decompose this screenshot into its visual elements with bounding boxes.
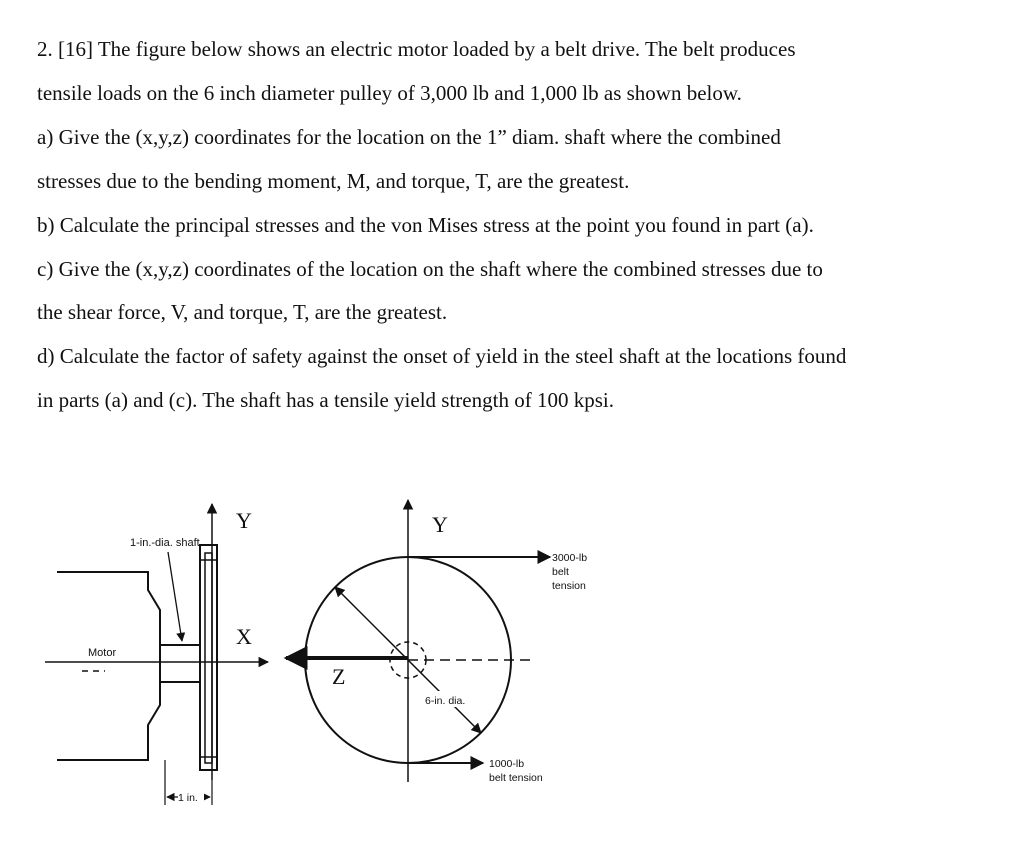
part-d-line-1: d) Calculate the factor of safety against the onset of yield in the steel shaft at the locations found — [37, 344, 847, 369]
shaft-leader — [168, 552, 182, 641]
part-a-line-2: stresses due to the bending moment, M, and torque, T, are the greatest. — [37, 168, 630, 193]
top-tension-label-3: tension — [552, 580, 586, 592]
motor-housing — [57, 572, 160, 760]
front-y-axis-label: Y — [432, 512, 448, 537]
x-axis-label: X — [236, 624, 252, 649]
side-view — [45, 504, 268, 805]
side-y-axis-label: Y — [236, 508, 252, 533]
part-b: b) Calculate the principal stresses and the von Mises stress at the point you found in part (a). — [37, 212, 814, 237]
motor-label: Motor — [88, 647, 117, 659]
pulley-side-outer — [200, 545, 217, 770]
part-c-line-1: c) Give the (x,y,z) coordinates of the location on the shaft where the combined stresses due to — [37, 256, 823, 281]
problem-line-1: 2. [16] The figure below shows an electric motor loaded by a belt drive. The belt produces — [37, 37, 796, 61]
problem-line-2: tensile loads on the 6 inch diameter pulley of 3,000 lb and 1,000 lb as shown below. — [37, 80, 742, 105]
motor-belt-drive-figure — [0, 480, 1024, 845]
pulley-side-inner — [205, 553, 212, 763]
top-tension-label-2: belt — [552, 566, 569, 578]
shaft-label: 1-in.-dia. shaft — [130, 537, 200, 549]
part-a-line-1: a) Give the (x,y,z) coordinates for the location on the 1” diam. shaft where the combined — [37, 124, 781, 149]
front-view — [286, 500, 550, 782]
part-d-line-2: in parts (a) and (c). The shaft has a tensile yield strength of 100 kpsi. — [37, 388, 614, 413]
bottom-tension-label-1: 1000-lb — [489, 758, 525, 770]
bottom-tension-label-2: belt tension — [489, 772, 543, 784]
problem-statement — [37, 28, 997, 423]
dimension-label: 1 in. — [178, 792, 198, 804]
top-tension-label-1: 3000-lb — [552, 552, 588, 564]
part-c-line-2: the shear force, V, and torque, T, are the greatest. — [37, 300, 448, 325]
z-axis-label: Z — [332, 664, 346, 689]
diameter-label: 6-in. dia. — [425, 695, 466, 707]
